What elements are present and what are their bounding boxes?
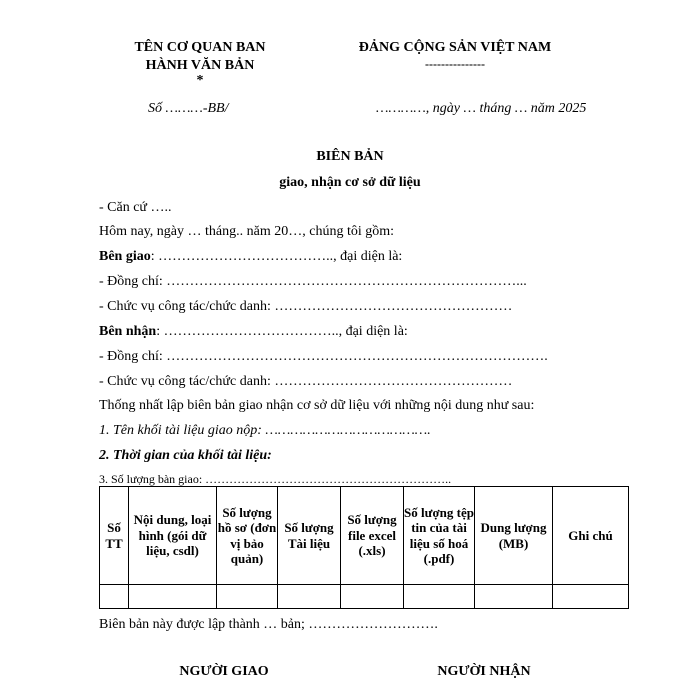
receiver-comrade-line: - Đồng chí: ………………………………………………………………………. <box>99 349 548 364</box>
document-title: BIÊN BẢN <box>316 149 384 164</box>
document-subtitle: giao, nhận cơ sở dữ liệu <box>279 175 421 190</box>
document-number: Số ………-BB/ <box>148 101 229 116</box>
table-header-row <box>100 487 629 585</box>
header-cell-documents: Số lượng Tài liệu <box>278 487 341 585</box>
header-cell-notes: Ghi chú <box>553 487 629 585</box>
giver-comrade-line: - Đồng chí: …………………………………………………………………... <box>99 274 527 289</box>
agency-name-line2: HÀNH VĂN BẢN <box>145 58 255 73</box>
signature-receiver: NGƯỜI NHẬN <box>437 664 531 679</box>
today-line: Hôm nay, ngày … tháng.. năm 20…, chúng tôi gồm: <box>99 224 394 239</box>
table-cell[interactable] <box>553 585 629 609</box>
giver-field: : ……………………………….., đại diện là: <box>150 249 403 264</box>
header-cell-pdf-files: Số lượng tệp tin của tài liệu số hoá (.pdf) <box>404 487 475 585</box>
table-cell[interactable] <box>278 585 341 609</box>
item-2-line: 2. Thời gian của khối tài liệu: <box>99 448 272 463</box>
signature-giver: NGƯỜI GIAO <box>179 664 269 679</box>
place-and-date: …………, ngày … tháng … năm 2025 <box>376 101 587 116</box>
table-cell[interactable] <box>404 585 475 609</box>
table-row <box>100 585 629 609</box>
giver-line <box>99 249 402 265</box>
agency-name-line1: TÊN CƠ QUAN BAN <box>134 40 266 55</box>
item-1-line: 1. Tên khối tài liệu giao nộp: …………………………………. <box>99 423 431 438</box>
giver-label: Bên giao <box>99 249 151 264</box>
table-cell[interactable] <box>475 585 553 609</box>
party-name: ĐẢNG CỘNG SẢN VIỆT NAM <box>358 40 552 55</box>
table-cell[interactable] <box>100 585 129 609</box>
receiver-position-line: - Chức vụ công tác/chức danh: …………………………………………… <box>99 374 513 389</box>
agreement-line: Thống nhất lập biên bản giao nhận cơ sở dữ liệu với những nội dung như sau: <box>99 398 535 413</box>
table-cell[interactable] <box>129 585 217 609</box>
item-3-line: 3. Số lượng bàn giao: …………………………………………………….. <box>99 472 452 486</box>
header-cell-records: Số lượng hồ sơ (đơn vị bảo quản) <box>217 487 278 585</box>
party-rule: --------------- <box>425 57 485 71</box>
receiver-line <box>99 324 408 340</box>
header-cell-capacity: Dung lượng (MB) <box>475 487 553 585</box>
basis-line: - Căn cứ ….. <box>99 200 172 215</box>
receiver-field: : ……………………………….., đại diện là: <box>156 324 408 339</box>
header-cell-excel-files: Số lượng file excel (.xls) <box>341 487 404 585</box>
table-cell[interactable] <box>217 585 278 609</box>
agency-star: * <box>196 73 204 88</box>
table-cell[interactable] <box>341 585 404 609</box>
receiver-label: Bên nhận <box>99 324 157 339</box>
header-cell-content: Nội dung, loại hình (gói dữ liệu, csdl) <box>129 487 217 585</box>
handover-table <box>99 486 629 609</box>
giver-position-line: - Chức vụ công tác/chức danh: …………………………………………… <box>99 299 513 314</box>
closing-line: Biên bản này được lập thành … bản; ………………………. <box>99 617 438 632</box>
header-cell-no: Số TT <box>100 487 129 585</box>
